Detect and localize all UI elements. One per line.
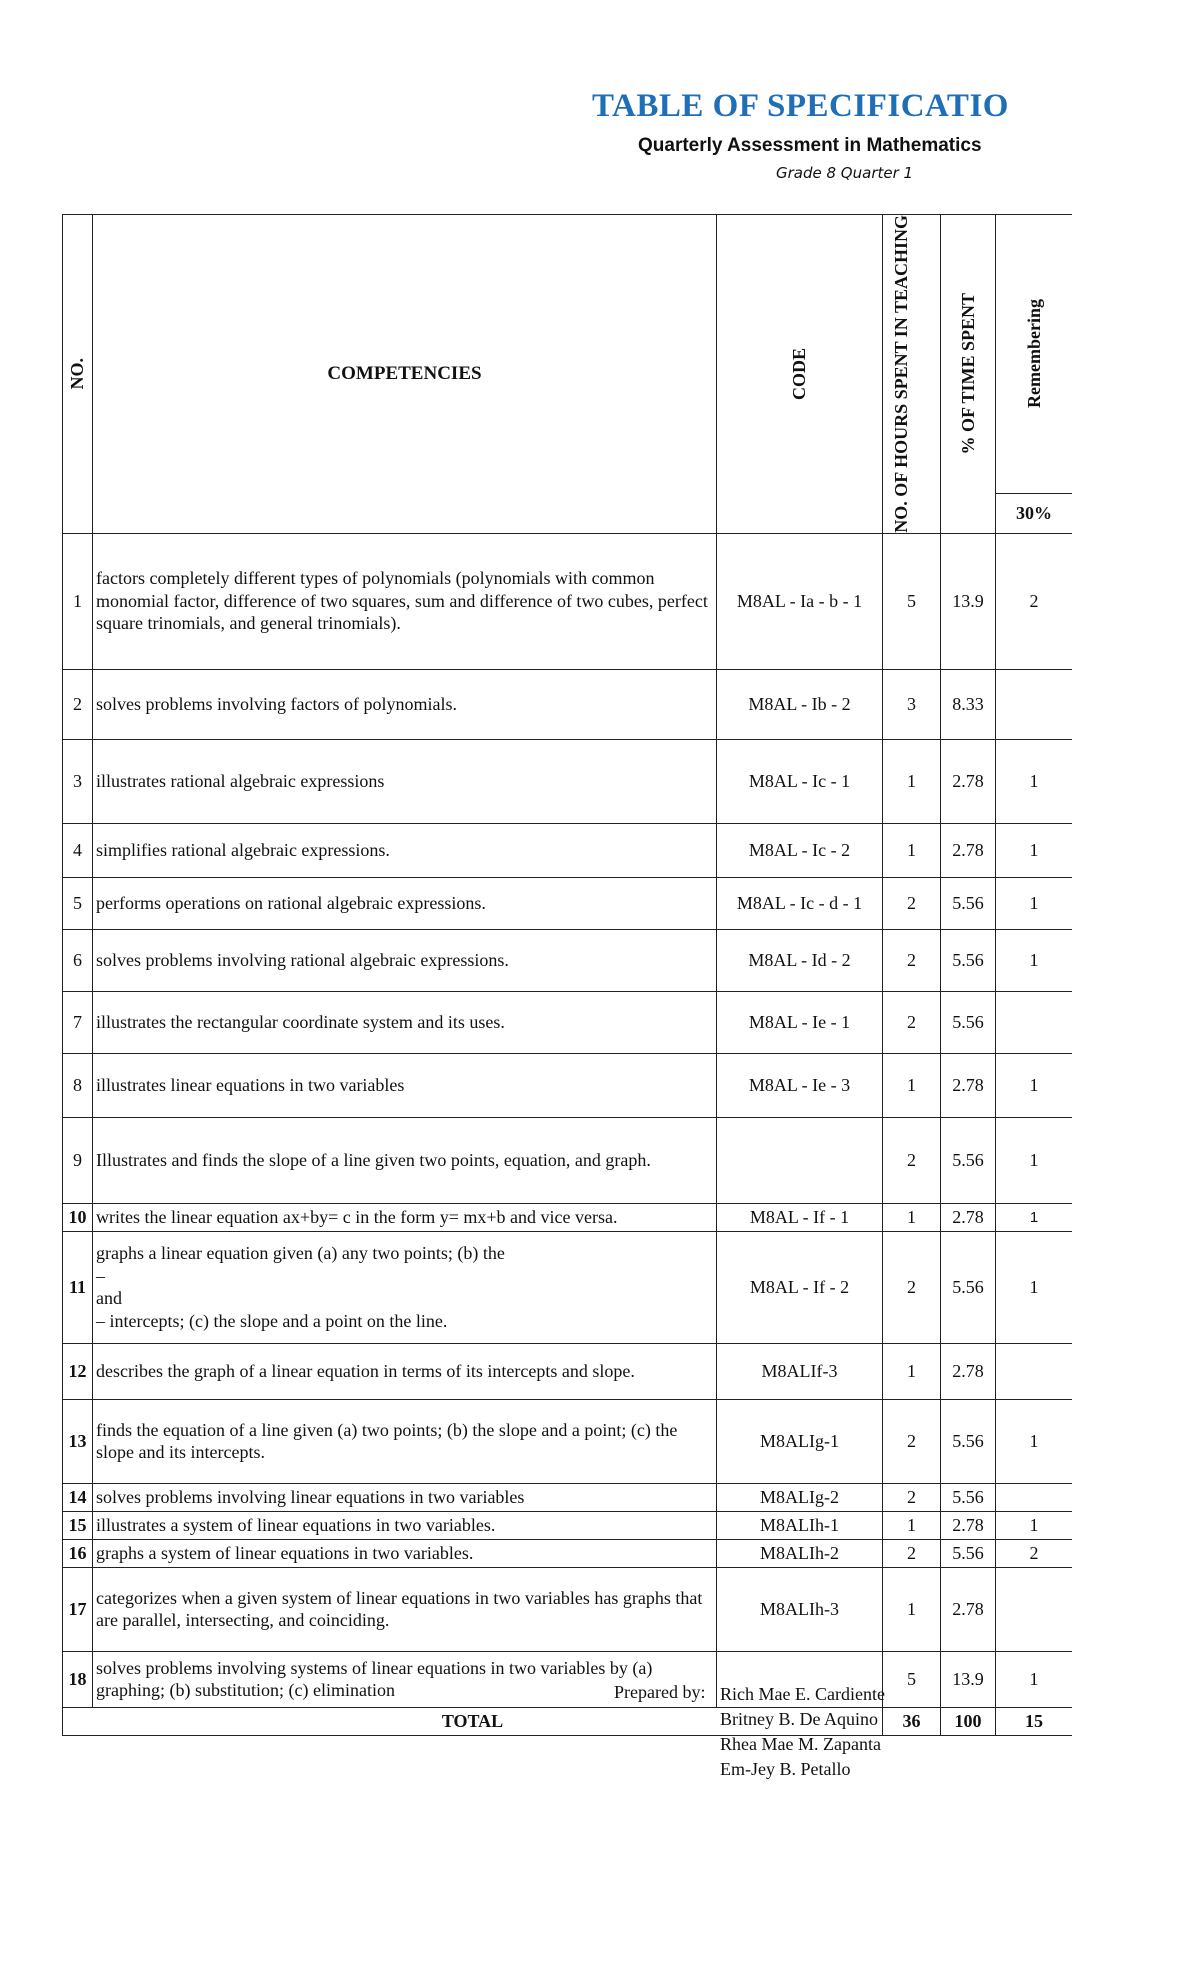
total-hours: 36 [883,1707,941,1735]
hours: 1 [883,1511,941,1539]
percent-time: 2.78 [941,1053,996,1117]
remembering-count [996,1483,1073,1511]
row-number: 16 [63,1539,93,1567]
competency: simplifies rational algebraic expressions. [93,823,717,877]
competency-code: M8AL - Ie - 3 [717,1053,883,1117]
row-number: 15 [63,1511,93,1539]
competency: performs operations on rational algebraic expressions. [93,877,717,929]
row-number: 1 [63,533,93,669]
competency: solves problems involving systems of linear equations in two variables by (a) graphing; (b) substitution; (c) elimination [93,1651,717,1707]
percent-time: 5.56 [941,929,996,991]
remembering-count: 1 [996,1203,1073,1231]
hours: 2 [883,1539,941,1567]
competency-code: M8AL - If - 2 [717,1231,883,1343]
table-row [63,1053,1073,1117]
table-row [63,1539,1073,1567]
competency: finds the equation of a line given (a) two points; (b) the slope and a point; (c) the slope and its intercepts. [93,1399,717,1483]
table-row [63,1399,1073,1483]
row-number: 14 [63,1483,93,1511]
percent-time: 5.56 [941,1399,996,1483]
competency-code: M8AL - Ib - 2 [717,669,883,739]
competency [93,1231,717,1343]
total-percent: 100 [941,1707,996,1735]
table-row [63,1117,1073,1203]
competency: illustrates rational algebraic expressions [93,739,717,823]
competency: illustrates the rectangular coordinate system and its uses. [93,991,717,1053]
remembering-count: 1 [996,1231,1073,1343]
row-number: 13 [63,1399,93,1483]
table-row [63,991,1073,1053]
percent-time: 13.9 [941,533,996,669]
row-number: 7 [63,991,93,1053]
percent-time: 8.33 [941,669,996,739]
hours: 2 [883,929,941,991]
document-subtitle: Quarterly Assessment in Mathematics [638,135,982,156]
hours: 5 [883,1651,941,1707]
competency: categorizes when a given system of linear equations in two variables has graphs that are parallel, intersecting, and coinciding. [93,1567,717,1651]
percent-time: 13.9 [941,1651,996,1707]
table-row [63,739,1073,823]
competency-line: – [96,1265,105,1286]
table-row [63,929,1073,991]
remembering-count: 1 [996,1651,1073,1707]
row-number: 6 [63,929,93,991]
remembering-percent: 30% [996,493,1073,533]
col-header-code: CODE [717,215,883,534]
table-row [63,1203,1073,1231]
total-remembering: 15 [996,1707,1073,1735]
percent-time: 5.56 [941,1117,996,1203]
competency-line: and [96,1288,122,1309]
competency-code: M8ALIg-2 [717,1483,883,1511]
row-number: 2 [63,669,93,739]
col-header-competencies: COMPETENCIES [93,215,717,534]
preparer-name: Em-Jey B. Petallo [720,1759,851,1779]
remembering-count [996,669,1073,739]
col-header-percent: % OF TIME SPENT [941,215,996,534]
competency-code: M8AL - Ie - 1 [717,991,883,1053]
table-row [63,533,1073,669]
hours: 2 [883,1483,941,1511]
row-number: 8 [63,1053,93,1117]
hours: 2 [883,1117,941,1203]
document-title: TABLE OF SPECIFICATIO [592,88,1009,124]
table-row [63,1231,1073,1343]
table-row [63,877,1073,929]
competency: solves problems involving linear equations in two variables [93,1483,717,1511]
percent-time: 2.78 [941,823,996,877]
competency-code: M8AL - Id - 2 [717,929,883,991]
competency-code: M8AL - Ic - 1 [717,739,883,823]
percent-time: 2.78 [941,1511,996,1539]
percent-time: 5.56 [941,991,996,1053]
hours: 1 [883,1567,941,1651]
table-row [63,1651,1073,1707]
preparer-name: Britney B. De Aquino [720,1709,878,1729]
hours: 1 [883,1343,941,1399]
col-header-remembering: Remembering [996,215,1073,494]
competency: describes the graph of a linear equation in terms of its intercepts and slope. [93,1343,717,1399]
competency-code: M8AL - Ia - b - 1 [717,533,883,669]
percent-time: 5.56 [941,1231,996,1343]
competency: factors completely different types of polynomials (polynomials with common monomial factor, difference of two squares, sum and difference of two cubes, perfect square trinomials, and general trinomials). [93,533,717,669]
percent-time: 5.56 [941,1539,996,1567]
remembering-count: 1 [996,929,1073,991]
hours: 5 [883,533,941,669]
hours: 1 [883,1053,941,1117]
competency-code: M8AL - If - 1 [717,1203,883,1231]
competency: illustrates a system of linear equations in two variables. [93,1511,717,1539]
competency: Illustrates and finds the slope of a line given two points, equation, and graph. [93,1117,717,1203]
competency: solves problems involving factors of polynomials. [93,669,717,739]
remembering-count [996,991,1073,1053]
preparer-list [720,1682,885,1782]
hours: 2 [883,991,941,1053]
table-row [63,1511,1073,1539]
row-number: 12 [63,1343,93,1399]
percent-time: 5.56 [941,1483,996,1511]
hours: 2 [883,1231,941,1343]
competency-code [717,1117,883,1203]
row-number: 10 [63,1203,93,1231]
table-row [63,1483,1073,1511]
competency-line: graphs a linear equation given (a) any two points; (b) the [96,1243,505,1264]
hours: 3 [883,669,941,739]
percent-time: 2.78 [941,1203,996,1231]
total-row [63,1707,1073,1735]
remembering-count: 1 [996,1117,1073,1203]
table-row [63,1567,1073,1651]
hours: 1 [883,823,941,877]
percent-time: 2.78 [941,1567,996,1651]
remembering-count: 1 [996,823,1073,877]
col-header-no: NO. [63,215,93,534]
competency-code: M8ALIg-1 [717,1399,883,1483]
competency-line: – intercepts; (c) the slope and a point on the line. [96,1310,448,1331]
percent-time: 5.56 [941,877,996,929]
competency: writes the linear equation ax+by= c in the form y= mx+b and vice versa. [93,1203,717,1231]
table-row [63,669,1073,739]
percent-time: 2.78 [941,739,996,823]
hours: 2 [883,877,941,929]
row-number: 9 [63,1117,93,1203]
remembering-count [996,1343,1073,1399]
hours: 2 [883,1399,941,1483]
preparer-name: Rich Mae E. Cardiente [720,1684,885,1704]
competency-code: M8ALIh-1 [717,1511,883,1539]
competency: solves problems involving rational algebraic expressions. [93,929,717,991]
prepared-by-label: Prepared by: [614,1682,706,1702]
remembering-count: 1 [996,1399,1073,1483]
remembering-count: 2 [996,533,1073,669]
competency-code: M8AL - Ic - 2 [717,823,883,877]
competency-code: M8AL - Ic - d - 1 [717,877,883,929]
remembering-count: 1 [996,1053,1073,1117]
remembering-count: 1 [996,1511,1073,1539]
row-number: 11 [63,1231,93,1343]
remembering-count [996,1567,1073,1651]
specification-table [62,214,1072,1736]
row-number: 17 [63,1567,93,1651]
competency: illustrates linear equations in two variables [93,1053,717,1117]
row-number: 5 [63,877,93,929]
competency-code: M8ALIh-3 [717,1567,883,1651]
competency: graphs a system of linear equations in two variables. [93,1539,717,1567]
competency-code: M8ALIh-2 [717,1539,883,1567]
row-number: 18 [63,1651,93,1707]
row-number: 4 [63,823,93,877]
preparer-name: Rhea Mae M. Zapanta [720,1734,881,1754]
hours: 1 [883,1203,941,1231]
hours: 1 [883,739,941,823]
grade-quarter-label: Grade 8 Quarter 1 [776,164,914,182]
remembering-count: 1 [996,877,1073,929]
percent-time: 2.78 [941,1343,996,1399]
row-number: 3 [63,739,93,823]
table-row [63,1343,1073,1399]
remembering-count: 2 [996,1539,1073,1567]
header-row [63,215,1073,494]
col-header-hours: NO. OF HOURS SPENT IN TEACHING [883,215,941,534]
total-label: TOTAL [63,1707,883,1735]
remembering-count: 1 [996,739,1073,823]
competency-code: M8ALIf-3 [717,1343,883,1399]
table-row [63,823,1073,877]
